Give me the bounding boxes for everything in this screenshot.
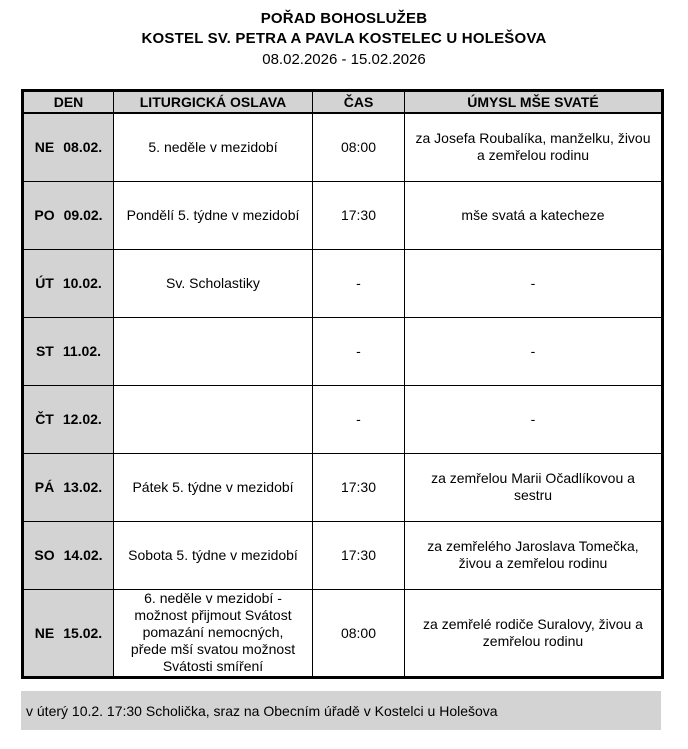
table-header-row <box>23 91 663 114</box>
intention-cell: za Josefa Roubalíka, manželku, živou a zemřelou rodinu <box>405 113 663 181</box>
day-abbr: PÁ <box>34 479 55 495</box>
church-name: KOSTEL SV. PETRA A PAVLA KOSTELEC U HOLEŠOVA <box>141 30 547 47</box>
schedule-table <box>21 89 664 679</box>
day-abbr: ÚT <box>35 275 54 291</box>
intention-cell: - <box>405 249 663 317</box>
day-cell <box>23 181 114 249</box>
intention-cell: - <box>405 317 663 385</box>
table-row <box>23 589 663 677</box>
column-header-day: DEN <box>23 91 114 114</box>
page-title: POŘAD BOHOSLUŽEB <box>260 10 428 27</box>
table-row <box>23 521 663 589</box>
day-cell <box>23 589 114 677</box>
time-cell: 08:00 <box>313 589 405 677</box>
time-cell: 08:00 <box>313 113 405 181</box>
day-cell <box>23 113 114 181</box>
day-abbr: NE <box>34 139 55 156</box>
document-header <box>0 0 688 70</box>
celebration-cell <box>114 385 313 453</box>
day-abbr: NE <box>34 624 55 641</box>
day-date: 13.02. <box>63 479 103 495</box>
time-cell: - <box>313 385 405 453</box>
column-header-celebration: LITURGICKÁ OSLAVA <box>114 91 313 114</box>
celebration-cell <box>114 317 313 385</box>
footer-note: v úterý 10.2. 17:30 Scholička, sraz na Obecním úřadě v Kostelci u Holešova <box>21 691 661 730</box>
celebration-cell: Sv. Scholastiky <box>114 249 313 317</box>
intention-cell: za zemřelé rodiče Suralovy, živou a zemřelou rodinu <box>405 589 663 677</box>
intention-cell: za zemřelého Jaroslava Tomečka, živou a zemřelou rodinu <box>405 521 663 589</box>
time-cell: - <box>313 249 405 317</box>
day-abbr: ST <box>35 343 54 359</box>
intention-cell: - <box>405 385 663 453</box>
day-date: 14.02. <box>63 547 103 563</box>
time-cell: - <box>313 317 405 385</box>
day-date: 12.02. <box>62 411 102 427</box>
day-abbr: ČT <box>35 411 54 427</box>
day-abbr: PO <box>34 207 55 223</box>
celebration-cell: Sobota 5. týdne v mezidobí <box>114 521 313 589</box>
intention-cell: za zemřelou Marii Očadlíkovou a sestru <box>405 453 663 521</box>
table-row <box>23 249 663 317</box>
time-cell: 17:30 <box>313 181 405 249</box>
day-date: 09.02. <box>63 207 103 223</box>
table-row <box>23 113 663 181</box>
date-range: 08.02.2026 - 15.02.2026 <box>262 51 426 68</box>
day-date: 15.02. <box>63 624 103 641</box>
celebration-cell: 6. neděle v mezidobí - možnost přijmout Svátost pomazání nemocných, přede mší svatou možnost Svátosti smíření <box>114 589 313 677</box>
time-cell: 17:30 <box>313 453 405 521</box>
column-header-time: ČAS <box>313 91 405 114</box>
day-cell <box>23 385 114 453</box>
day-date: 08.02. <box>63 139 103 156</box>
table-row <box>23 317 663 385</box>
day-cell <box>23 317 114 385</box>
day-abbr: SO <box>34 547 55 563</box>
day-date: 11.02. <box>62 343 102 359</box>
day-cell <box>23 453 114 521</box>
day-cell <box>23 521 114 589</box>
intention-cell: mše svatá a katecheze <box>405 181 663 249</box>
day-cell <box>23 249 114 317</box>
celebration-cell: Pátek 5. týdne v mezidobí <box>114 453 313 521</box>
day-date: 10.02. <box>62 275 102 291</box>
table-row <box>23 181 663 249</box>
time-cell: 17:30 <box>313 521 405 589</box>
column-header-intention: ÚMYSL MŠE SVATÉ <box>405 91 663 114</box>
celebration-cell: Pondělí 5. týdne v mezidobí <box>114 181 313 249</box>
table-row <box>23 453 663 521</box>
celebration-cell: 5. neděle v mezidobí <box>114 113 313 181</box>
table-row <box>23 385 663 453</box>
